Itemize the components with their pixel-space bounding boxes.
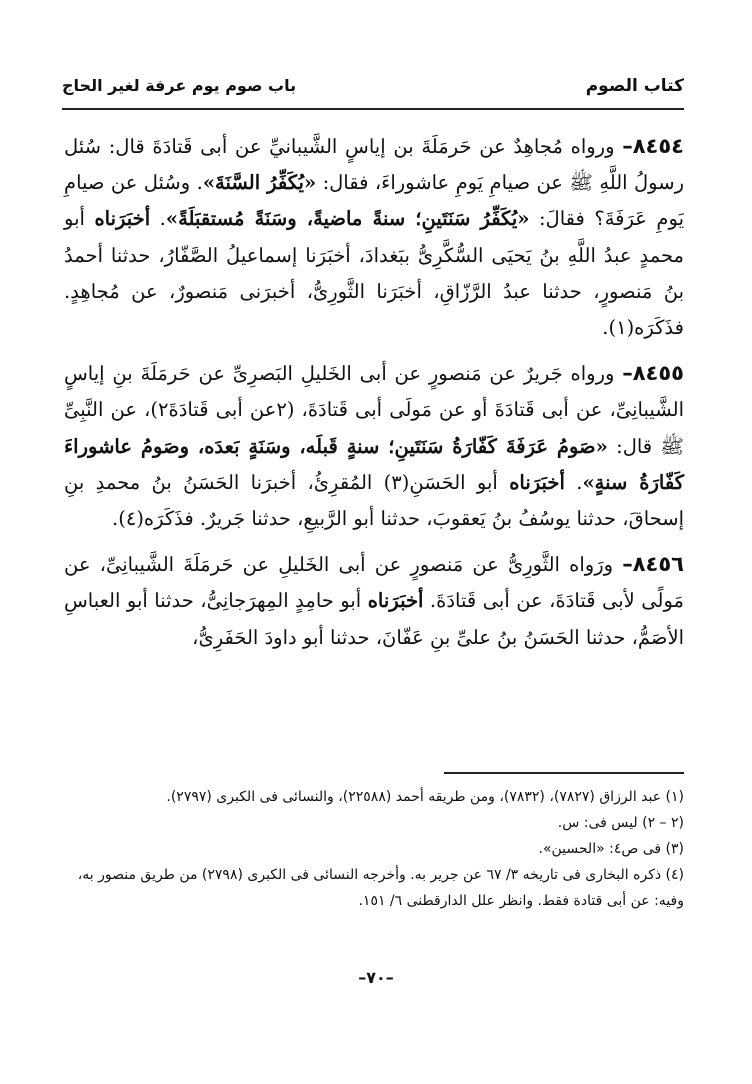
book-title: كتاب الصوم: [585, 76, 684, 96]
hadith-number: ٨٤٥٦–: [622, 552, 684, 577]
hadith-text: ورواه مُجاهِدٌ عن حَرمَلَةَ بن إياسٍ الشَّيبانيِّ عن أبى قَتادَةَ قال: سُئل رسولُ اللَّهِ ﷺ عن صيامِ يَومِ عاشوراءَ، فقال:: [64, 135, 685, 195]
footnote-item: (٤) ذكره البخارى فى تاريخه ٣/ ٦٧ عن جرير به. وأخرجه النسائى فى الكبرى (٢٧٩٨) من طريق منصور به، وفيه: عن أبى قتادة فقط. وانظر علل الدارقطنى ٦/ ١٥١.: [77, 867, 684, 909]
footnotes: [64, 784, 684, 914]
hadith-paragraph: [64, 355, 684, 537]
hadith-text: .: [150, 207, 166, 231]
hadith-highlight: «يُكَفِّرُ سَنَتَينِ؛ سنةً ماضيةً، وسَنَةً مُستقبَلَةً»: [165, 207, 530, 231]
main-text: [64, 128, 684, 665]
chapter-title: باب صوم يوم عرفة لغير الحاج: [62, 76, 297, 95]
hadith-highlight: «يُكَفِّرُ السَّنَةَ»: [202, 171, 317, 195]
footnote-separator: [444, 772, 684, 774]
hadith-highlight: أخبَرَناه: [367, 589, 424, 613]
hadith-paragraph: [64, 546, 684, 656]
header-rule: [62, 108, 684, 110]
hadith-text: . وسُئل عن صيامِ يَومِ عَرَفَةَ؟ فقالَ:: [64, 171, 684, 231]
hadith-highlight: «صَومُ عَرَفَةَ كَفّارَةُ سَنَتَينِ؛ سنةٍ قَبلَه، وسَنَةٍ بَعدَه، وصَومُ عاشوراءَ كَفّارَةُ سنةٍ»: [64, 434, 684, 494]
hadith-text: أبو حامِدٍ المِهرَجانِىُّ، حدثنا أبو العباسِ الأصَمُّ، حدثنا الحَسَنُ بنُ علىِّ بنِ عَفّانَ، حدثنا أبو داودَ الحَفَرِىُّ،: [64, 589, 684, 649]
footnote-item: (٣) فى ص٤: «الحسين».: [538, 841, 684, 857]
hadith-text: ورواه جَريرٌ عن مَنصورٍ عن أبى الخَليلِ البَصرِىِّ عن حَرمَلَةَ بنِ إياسٍ الشَّيبانِىِّ، عن أبى قَتادَةَ أو عن مَولَى أبى قَتادَةَ، (٢عن أبى قَتادَةَ٢)، عن النَّبِىِّ ﷺ قال:: [64, 362, 684, 458]
hadith-highlight: أخبَرَناه: [509, 470, 565, 494]
hadith-number: ٨٤٥٤–: [622, 134, 684, 158]
hadith-text: أبو الحَسَنِ(٣) المُقرِئُ، أخبرَنا الحَسَنُ بنُ محمدِ بنِ إسحاقَ، حدثنا يوسُفُ بنُ يَعقوبَ، حدثنا أبو الرَّبيعِ، حدثنا جَريرٌ. فذَكَرَه(٤).: [64, 470, 684, 531]
running-header: [62, 70, 684, 110]
hadith-number: ٨٤٥٥–: [622, 361, 684, 386]
footnote-item: (١) عبد الرزاق (٧٨٢٧)، (٧٨٣٢)، ومن طريقه أحمد (٢٢٥٨٨)، والنسائى فى الكبرى (٢٧٩٧).: [166, 789, 684, 805]
hadith-text: .: [564, 470, 583, 494]
footnote-item: (٢ – ٢) ليس فى: س.: [557, 815, 684, 831]
hadith-paragraph: [64, 128, 684, 346]
hadith-highlight: أخبَرَناه: [94, 207, 151, 231]
hadith-text: ورَواه الثَّورِىُّ عن مَنصورٍ عن أبى الخَليلِ عن حَرمَلَةَ الشَّيبانِىِّ، عن مَولًى لأبى قَتادَةَ، عن أبى قَتادَةَ.: [64, 553, 685, 613]
page-number: –٧٠–: [358, 968, 394, 987]
hadith-text: أبو محمدٍ عبدُ اللَّهِ بنُ يَحيَى السُّكَّرِىُّ ببَغدادَ، أخبَرَنا إسماعيلُ الصَّفّارُ، حدثنا أحمدُ بنُ مَنصورٍ، حدثنا عبدُ الرَّزّاقِ، أخبَرَنا الثَّورِىُّ، أخبرَنى مَنصورٌ، عن مُجاهِدٍ. فذَكَرَه(١).: [64, 207, 684, 340]
